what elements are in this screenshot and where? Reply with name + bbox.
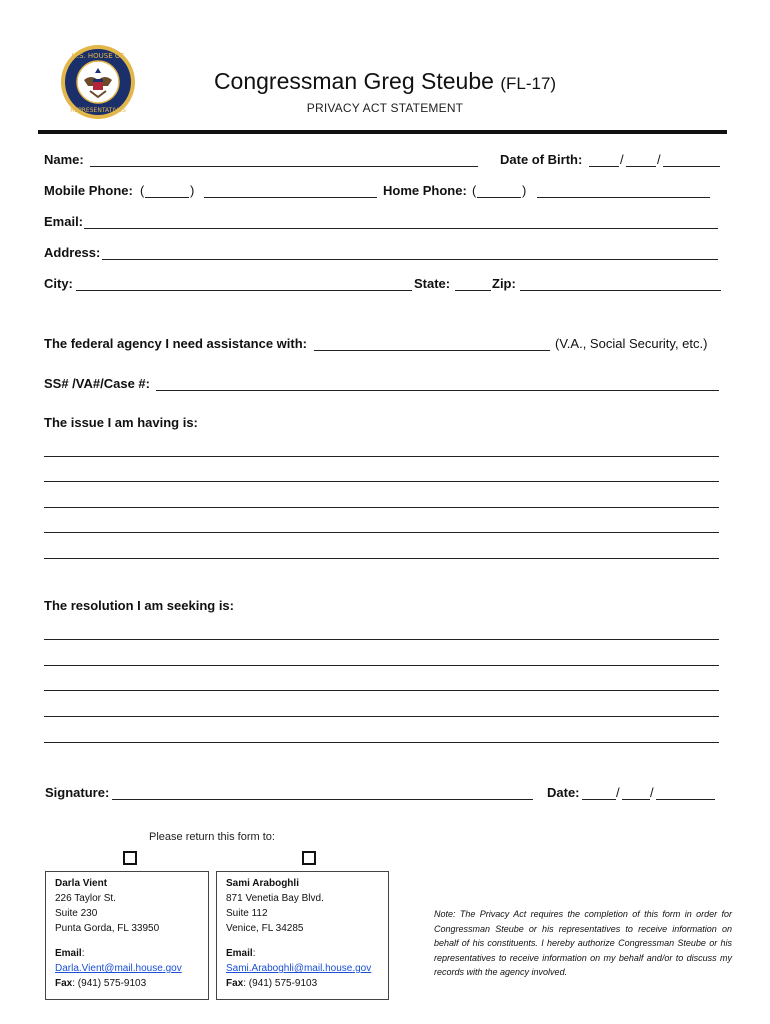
issue-line[interactable]	[44, 558, 719, 559]
name-field[interactable]	[90, 166, 478, 167]
agency-hint: (V.A., Social Security, etc.)	[555, 336, 708, 351]
dob-slash: /	[657, 152, 661, 167]
dob-slash: /	[620, 152, 624, 167]
office-card-venice	[216, 871, 389, 1000]
address-field[interactable]	[102, 259, 718, 260]
resolution-label: The resolution I am seeking is:	[44, 598, 234, 613]
area-open: (	[472, 183, 477, 198]
email-field[interactable]	[84, 228, 718, 229]
office-1-checkbox[interactable]	[123, 851, 137, 865]
area-open: (	[140, 183, 145, 198]
city-field[interactable]	[76, 290, 412, 291]
date-day-field[interactable]	[622, 799, 650, 800]
office-city: Venice, FL 34285	[226, 923, 304, 934]
case-number-field[interactable]	[156, 390, 719, 391]
case-number-label: SS# /VA#/Case #:	[44, 376, 150, 391]
office-contact-name: Darla Vient	[55, 878, 108, 889]
zip-label: Zip:	[492, 276, 516, 291]
name-label: Name:	[44, 152, 84, 167]
issue-label: The issue I am having is:	[44, 415, 198, 430]
issue-line[interactable]	[44, 456, 719, 457]
resolution-line[interactable]	[44, 716, 719, 717]
issue-line[interactable]	[44, 532, 719, 533]
office-fax: Fax: (941) 575-9103	[226, 978, 318, 989]
office-email-link[interactable]: Sami.Araboghli@mail.house.gov	[226, 963, 372, 974]
home-phone-label: Home Phone:	[383, 183, 467, 198]
page-title: Congressman Greg Steube (FL-17)	[213, 68, 557, 94]
office-fax: Fax: (941) 575-9103	[55, 978, 147, 989]
date-slash: /	[616, 785, 620, 800]
resolution-line[interactable]	[44, 639, 719, 640]
resolution-line[interactable]	[44, 690, 719, 691]
office-email-heading: Email:	[226, 948, 256, 959]
office-card-punta-gorda	[45, 871, 209, 1000]
issue-line[interactable]	[44, 481, 719, 482]
resolution-line[interactable]	[44, 665, 719, 666]
office-contact-name: Sami Araboghli	[226, 878, 299, 889]
agency-label: The federal agency I need assistance with:	[44, 336, 307, 351]
date-year-field[interactable]	[656, 799, 715, 800]
state-field[interactable]	[455, 290, 491, 291]
svg-text:REPRESENTATIVES: REPRESENTATIVES	[70, 107, 126, 114]
header-divider	[38, 130, 727, 134]
dob-month-field[interactable]	[589, 166, 619, 167]
office-street: 871 Venetia Bay Blvd.	[226, 893, 324, 904]
office-street: 226 Taylor St.	[55, 893, 116, 904]
mobile-area-code-field[interactable]	[145, 197, 189, 198]
dob-label: Date of Birth:	[500, 152, 583, 167]
privacy-act-note: Note: The Privacy Act requires the completion of this form in order for Congressman Steube or his representatives to receive information on behalf of his constituents. I hereby authorize Congressman Steube or his representatives to receive information on my behalf and/or to discuss my records with the agency involved.	[434, 909, 732, 978]
area-close: )	[190, 183, 195, 198]
home-phone-field[interactable]	[537, 197, 710, 198]
date-label: Date:	[547, 785, 580, 800]
office-city: Punta Gorda, FL 33950	[55, 923, 160, 934]
district-label: (FL-17)	[500, 74, 557, 93]
home-area-code-field[interactable]	[477, 197, 521, 198]
dob-day-field[interactable]	[626, 166, 656, 167]
svg-text:U.S. HOUSE OF: U.S. HOUSE OF	[71, 52, 125, 60]
resolution-line[interactable]	[44, 742, 719, 743]
agency-field[interactable]	[314, 350, 550, 351]
office-suite: Suite 230	[55, 908, 98, 919]
date-slash: /	[650, 785, 654, 800]
office-email-heading: Email:	[55, 948, 85, 959]
zip-field[interactable]	[520, 290, 721, 291]
return-label: Please return this form to:	[149, 831, 275, 843]
email-label: Email:	[44, 214, 84, 229]
issue-line[interactable]	[44, 507, 719, 508]
signature-label: Signature:	[45, 785, 110, 800]
dob-year-field[interactable]	[663, 166, 720, 167]
date-month-field[interactable]	[582, 799, 616, 800]
area-close: )	[522, 183, 527, 198]
mobile-phone-label: Mobile Phone:	[44, 183, 133, 198]
office-email-link[interactable]: Darla.Vient@mail.house.gov	[55, 963, 182, 974]
office-suite: Suite 112	[226, 908, 268, 919]
address-label: Address:	[44, 245, 101, 260]
signature-field[interactable]	[112, 799, 533, 800]
page-subtitle: PRIVACY ACT STATEMENT	[306, 101, 464, 115]
office-2-checkbox[interactable]	[302, 851, 316, 865]
mobile-phone-field[interactable]	[204, 197, 377, 198]
city-label: City:	[44, 276, 73, 291]
state-label: State:	[414, 276, 451, 291]
